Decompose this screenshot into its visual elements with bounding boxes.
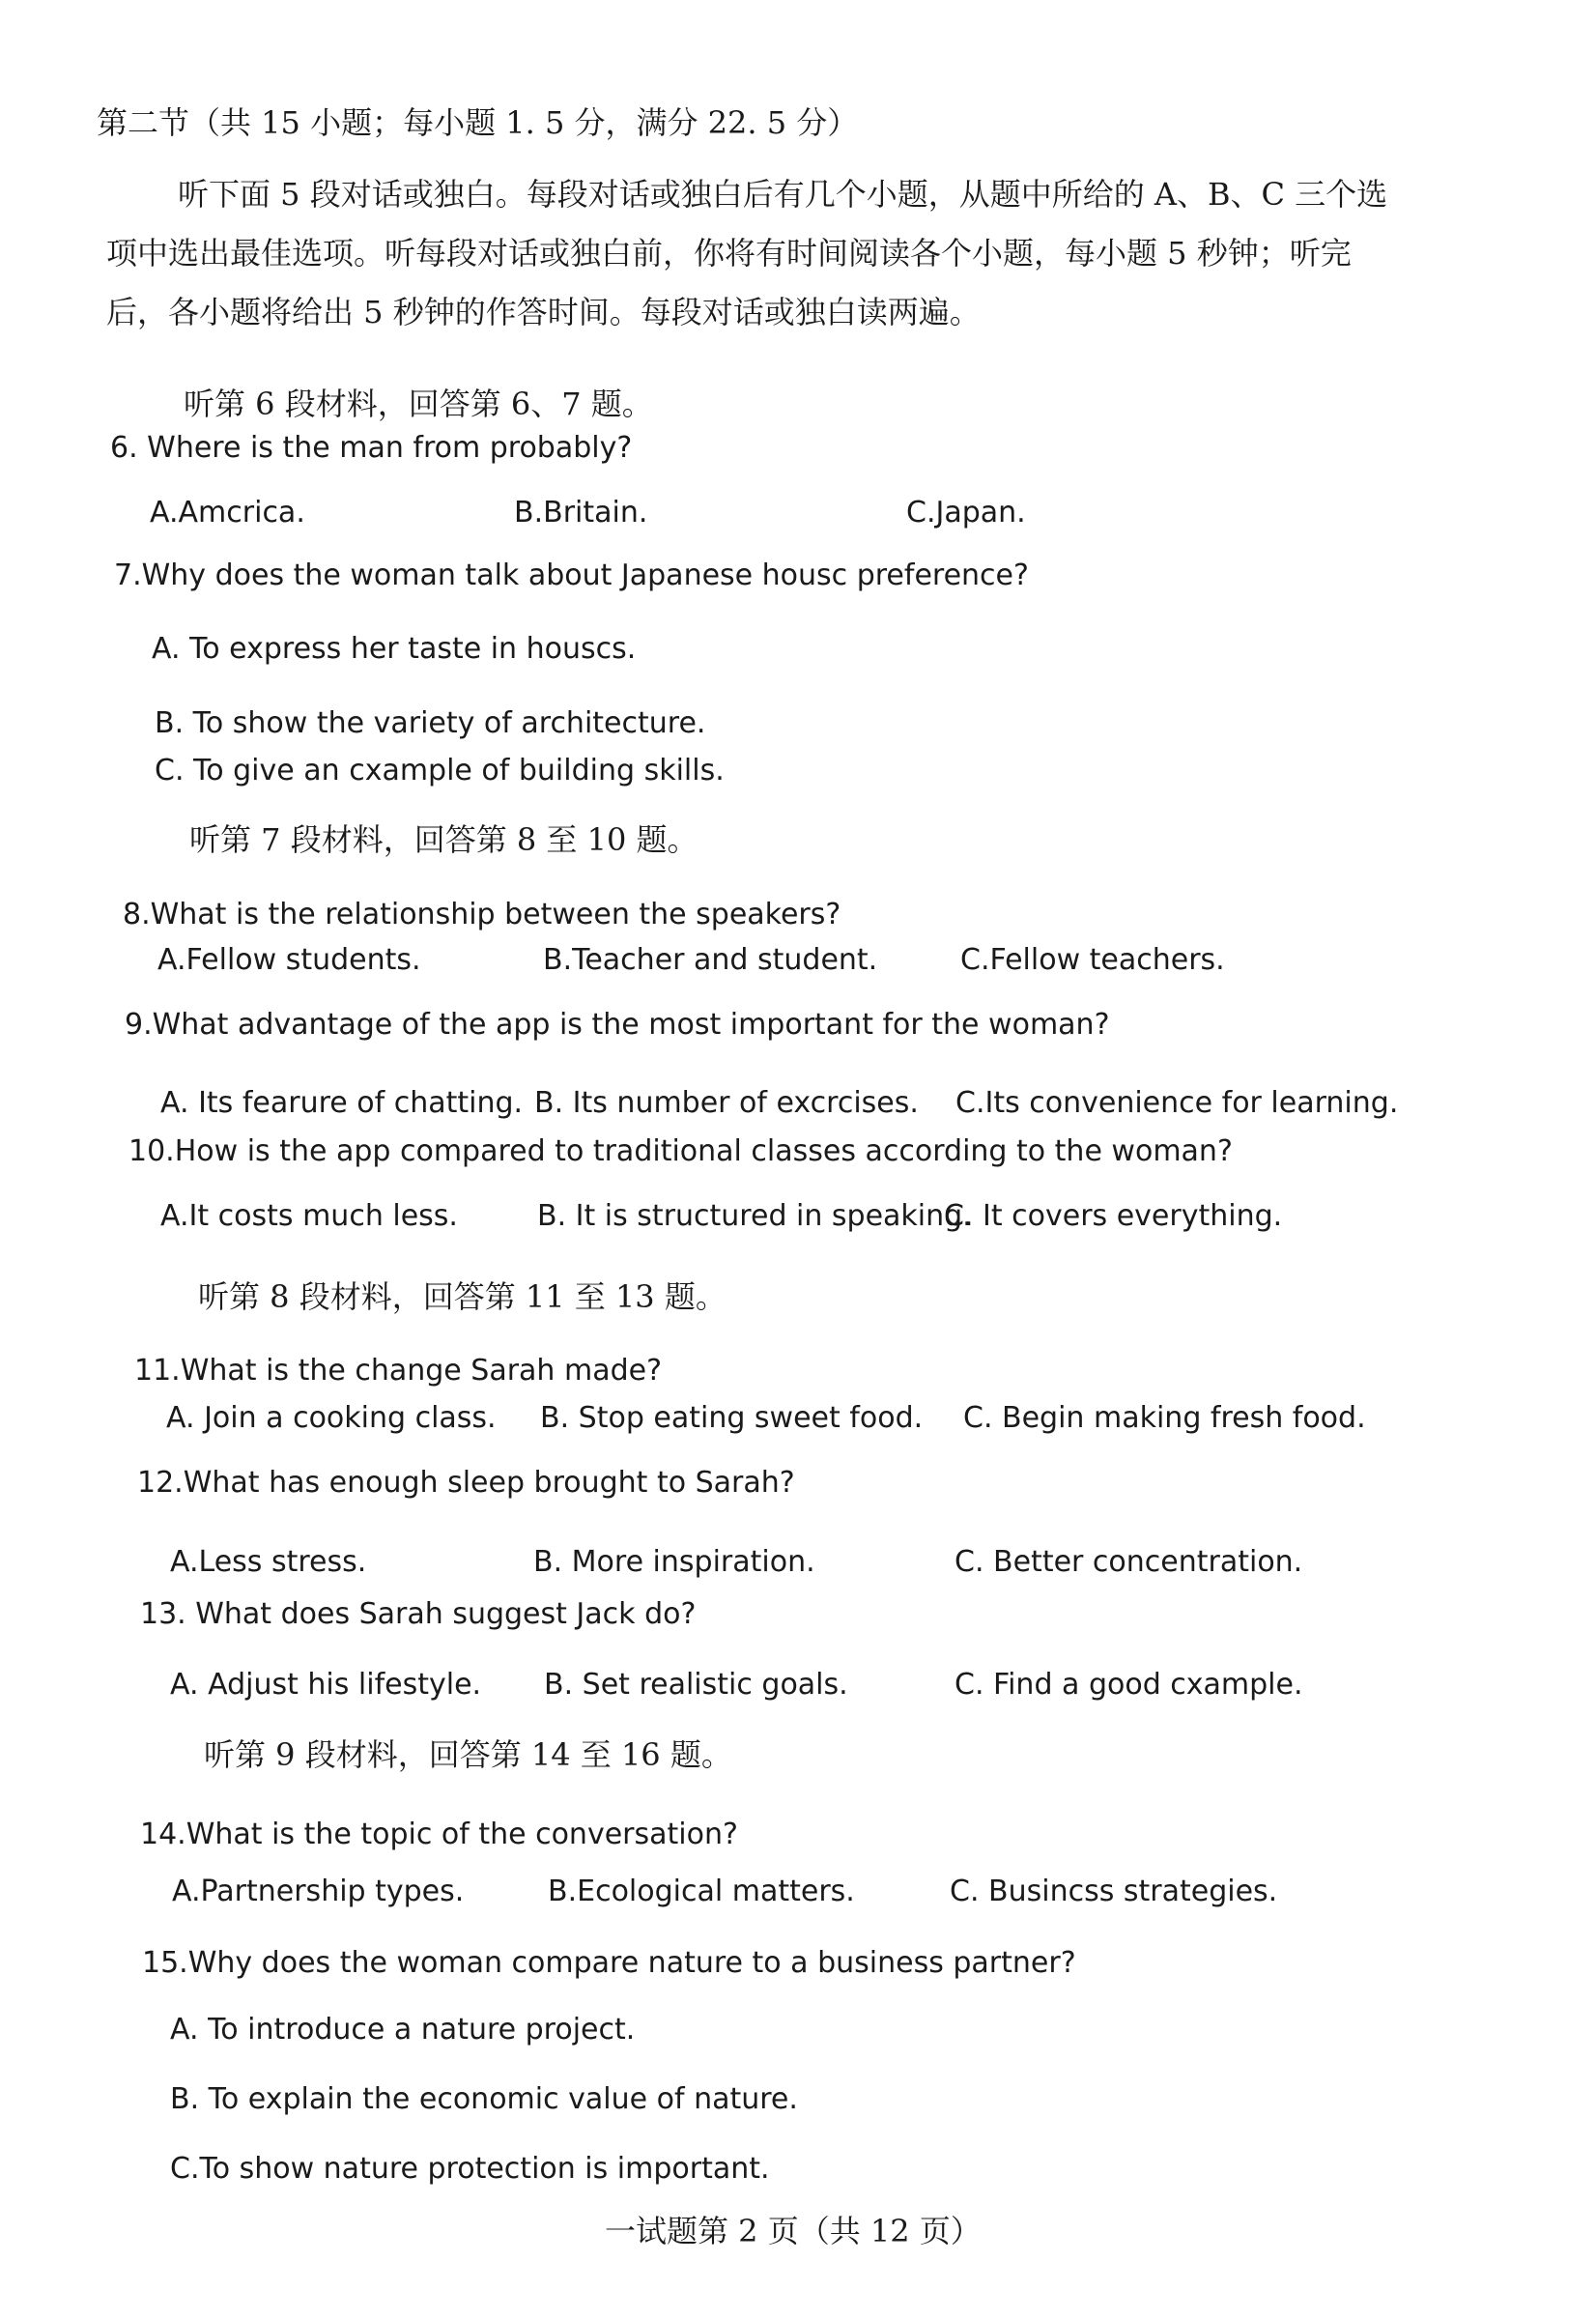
instruction-line-2: 项中选出最佳选项。听每段对话或独白前，你将有时间阅读各个小题，每小题 5 秒钟；听完 [106,235,1352,272]
passage-note-7: 听第 7 段材料，回答第 8 至 10 题。 [189,821,698,858]
question-11-stem: 11.What is the change Sarah made? [134,1354,663,1388]
page-footer: 一试题第 2 页（共 12 页） [605,2213,982,2249]
question-9-stem: 9.What advantage of the app is the most important for the woman? [125,1008,1110,1042]
question-14-option-c: C. Busincss strategies. [950,1875,1278,1908]
question-12-stem: 12.What has enough sleep brought to Sarah? [137,1466,795,1500]
question-7-option-b: B. To show the variety of architecture. [155,706,706,740]
question-15-option-c: C.To show nature protection is important. [170,2152,770,2186]
question-14-option-b: B.Ecological matters. [548,1875,855,1908]
question-6-option-a: A.Amcrica. [150,496,305,530]
question-6-stem: 6. Where is the man from probably? [110,431,633,465]
passage-note-9: 听第 9 段材料，回答第 14 至 16 题。 [204,1736,732,1773]
question-15-option-a: A. To introduce a nature project. [170,2013,636,2047]
question-15-stem: 15.Why does the woman compare nature to a business partner? [142,1946,1076,1980]
question-10-option-a: A.It costs much less. [160,1199,458,1233]
question-11-option-c: C. Begin making fresh food. [963,1401,1366,1435]
question-10-option-c: C. It covers everything. [944,1199,1283,1233]
question-12-option-b: B. More inspiration. [533,1545,815,1579]
question-13-option-b: B. Set realistic goals. [544,1668,848,1702]
instruction-line-1: 听下面 5 段对话或独白。每段对话或独白后有几个小题，从题中所给的 A、B、C 三个选 [178,176,1388,213]
question-10-option-b: B. It is structured in speaking. [537,1199,972,1233]
question-13-stem: 13. What does Sarah suggest Jack do? [140,1597,697,1631]
question-9-option-c: C.Its convenience for learning. [955,1086,1399,1120]
question-8-option-c: C.Fellow teachers. [960,943,1225,977]
question-14-stem: 14.What is the topic of the conversation? [140,1818,738,1851]
question-14-option-a: A.Partnership types. [172,1875,465,1908]
question-13-option-c: C. Find a good cxample. [955,1668,1303,1702]
question-8-stem: 8.What is the relationship between the speakers? [123,898,841,931]
instruction-line-3: 后，各小题将给出 5 秒钟的作答时间。每段对话或独白读两遍。 [106,294,981,330]
question-13-option-a: A. Adjust his lifestyle. [170,1668,482,1702]
question-12-option-c: C. Better concentration. [955,1545,1303,1579]
question-11-option-a: A. Join a cooking class. [166,1401,497,1435]
passage-note-6: 听第 6 段材料，回答第 6、7 题。 [184,386,653,422]
question-7-stem: 7.Why does the woman talk about Japanese housc preference? [114,558,1029,592]
question-12-option-a: A.Less stress. [170,1545,367,1579]
question-8-option-b: B.Teacher and student. [543,943,878,977]
passage-note-8: 听第 8 段材料，回答第 11 至 13 题。 [198,1278,727,1315]
question-9-option-a: A. Its fearure of chatting. [160,1086,524,1120]
question-15-option-b: B. To explain the economic value of nature. [170,2082,798,2116]
question-11-option-b: B. Stop eating sweet food. [540,1401,924,1435]
question-10-stem: 10.How is the app compared to traditional classes according to the woman? [128,1134,1233,1168]
question-6-option-b: B.Britain. [514,496,648,530]
question-7-option-a: A. To express her taste in houscs. [152,632,637,666]
question-9-option-b: B. Its number of excrcises. [534,1086,919,1120]
section-heading: 第二节（共 15 小题；每小题 1. 5 分，满分 22. 5 分） [97,104,859,141]
question-8-option-a: A.Fellow students. [157,943,421,977]
question-6-option-c: C.Japan. [906,496,1026,530]
question-7-option-c: C. To give an cxample of building skills. [155,754,725,787]
